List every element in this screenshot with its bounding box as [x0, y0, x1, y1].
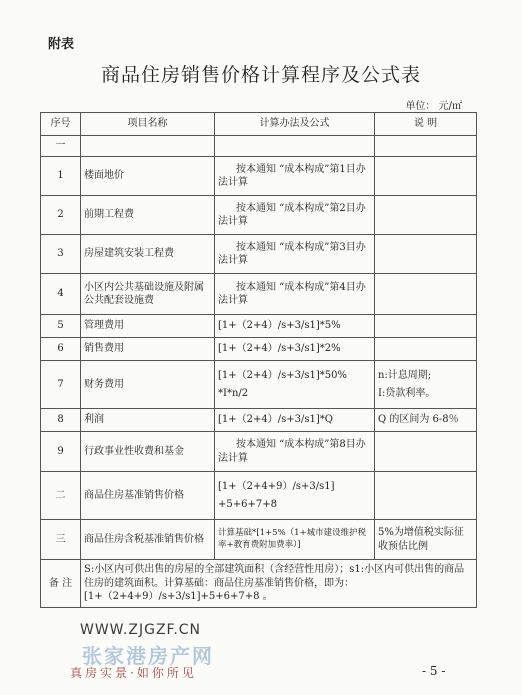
note-line: I:贷款利率。 — [378, 387, 436, 399]
row-method: 按本通知 “成本构成”第3目办法计算 — [215, 235, 375, 274]
remark-row — [41, 560, 477, 608]
row-method: 按本通知 “成本构成”第8目办法计算 — [215, 432, 375, 472]
table-row — [41, 472, 477, 520]
row-note — [375, 235, 477, 274]
row-no: 5 — [41, 315, 81, 338]
table-row — [41, 432, 477, 472]
table-row — [41, 520, 477, 560]
row-note — [375, 361, 477, 409]
table-row — [41, 274, 477, 315]
row-no: 4 — [41, 274, 81, 315]
watermark-slogan: 真房实景·如你所见 — [70, 666, 197, 680]
row-no: 一 — [41, 136, 81, 157]
row-name: 前期工程费 — [81, 196, 215, 235]
row-note — [375, 196, 477, 235]
row-method: 计算基础*[1+5%（1+城市建设维护税率+教育费附加费率）] — [215, 520, 375, 560]
row-name: 财务费用 — [81, 361, 215, 409]
watermark-logo: 张家港房产网 — [82, 644, 214, 668]
row-name: 楼面地价 — [81, 157, 215, 196]
table-header-row — [41, 113, 477, 136]
table-row — [41, 315, 477, 338]
row-no: 9 — [41, 432, 81, 472]
row-note — [375, 315, 477, 338]
row-name: 房屋建筑安装工程费 — [81, 235, 215, 274]
row-no: 二 — [41, 472, 81, 520]
method-line: [1+（2+4+9）/s+3/s1] — [218, 481, 335, 492]
table-row — [41, 136, 477, 157]
row-method: [1+（2+4）/s+3/s1]*2% — [215, 338, 375, 361]
row-name: 行政事业性收费和基金 — [81, 432, 215, 472]
row-name: 商品住房含税基准销售价格 — [81, 520, 215, 560]
appendix-label: 附表 — [48, 37, 75, 52]
row-method: 按本通知 “成本构成”第2目办法计算 — [215, 196, 375, 235]
method-line: +5+6+7+8 — [218, 498, 277, 510]
row-note: Q 的区间为 6-8％ — [375, 409, 477, 432]
row-note — [375, 157, 477, 196]
remark-label: 备 注 — [41, 560, 81, 608]
remark-text: S:小区内可供出售的房屋的全部建筑面积（含经营性用房）；s1:小区内可供出售的商品住房的建筑面积。计算基础：商品住房基准销售价格，即为：[1+（2+4+9）/s+3/s1]+5+6+7+8 。 — [81, 560, 477, 608]
row-name: 小区内公共基础设施及附属公共配套设施费 — [81, 274, 215, 315]
row-no: 7 — [41, 361, 81, 409]
note-line: n:计息周期; — [378, 370, 432, 381]
row-note: 5%为增值税实际征收预估比例 — [375, 520, 477, 560]
row-method: 按本通知 “成本构成”第1目办法计算 — [215, 157, 375, 196]
table-row — [41, 409, 477, 432]
row-method: [1+（2+4）/s+3/s1]*Q — [215, 409, 375, 432]
row-note — [375, 472, 477, 520]
row-method: [1+（2+4）/s+3/s1]*5% — [215, 315, 375, 338]
watermark-url: WWW.ZJGZF.CN — [80, 622, 202, 638]
row-name — [81, 136, 215, 157]
row-method — [215, 472, 375, 520]
row-no: 三 — [41, 520, 81, 560]
row-name: 销售费用 — [81, 338, 215, 361]
row-name: 商品住房基准销售价格 — [81, 472, 215, 520]
header-method: 计算办法及公式 — [215, 113, 375, 136]
row-no: 8 — [41, 409, 81, 432]
table-row — [41, 361, 477, 409]
row-no: 1 — [41, 157, 81, 196]
page-title: 商品住房销售价格计算程序及公式表 — [100, 64, 421, 86]
table-row — [41, 157, 477, 196]
price-table — [40, 112, 477, 608]
table-row — [41, 235, 477, 274]
row-note — [375, 338, 477, 361]
row-no: 2 — [41, 196, 81, 235]
row-note — [375, 136, 477, 157]
header-note: 说 明 — [375, 113, 477, 136]
table-row — [41, 196, 477, 235]
row-method — [215, 136, 375, 157]
row-no: 3 — [41, 235, 81, 274]
row-method — [215, 361, 375, 409]
header-name: 项目名称 — [81, 113, 215, 136]
method-line: [1+（2+4）/s+3/s1]*50% — [218, 370, 347, 381]
unit-label: 单位： 元/㎡ — [405, 101, 462, 112]
row-note — [375, 274, 477, 315]
row-no: 6 — [41, 338, 81, 361]
method-line: *I*n/2 — [218, 387, 249, 399]
header-no: 序号 — [41, 113, 81, 136]
row-method: 按本通知 “成本构成”第4目办法计算 — [215, 274, 375, 315]
page-number: - 5 - — [422, 664, 446, 678]
table-row — [41, 338, 477, 361]
row-name: 利润 — [81, 409, 215, 432]
row-note — [375, 432, 477, 472]
row-name: 管理费用 — [81, 315, 215, 338]
